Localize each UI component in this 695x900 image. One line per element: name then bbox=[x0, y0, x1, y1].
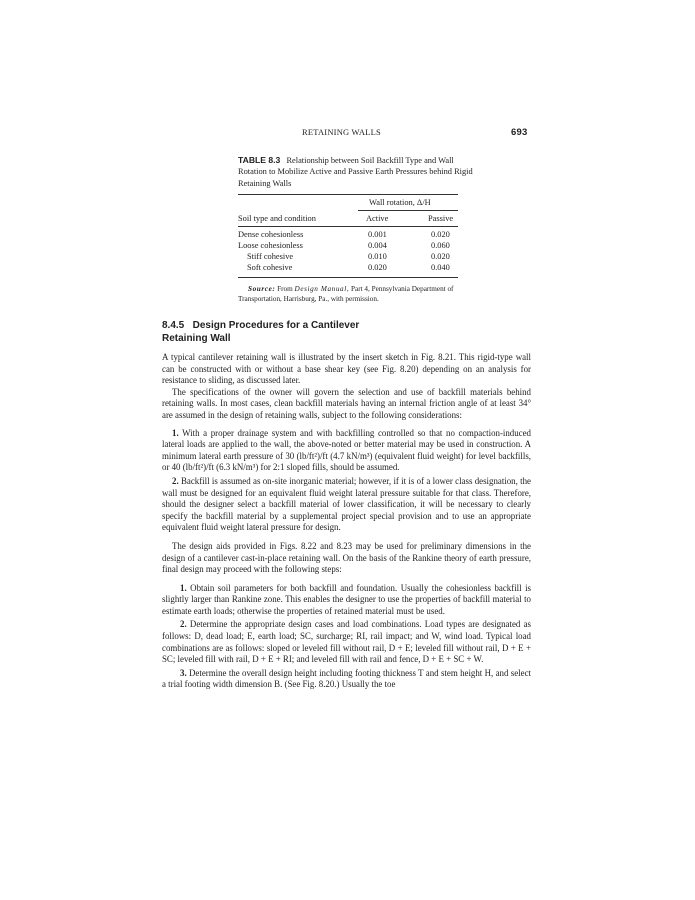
table-cell: 0.020 bbox=[431, 252, 450, 261]
consideration-text: Backfill is assumed as on-site inorganic material; however, if it is of a lower class designation, the wall must be designed for an equivalent fluid weight lateral pressure suitable for that class. Therefore, should the designer select a backfill material of lower classification, it will be necessary to clearly specify the backfill material by a supplemental project special provision and to use an appropriate equivalent fluid weight lateral pressure for design. bbox=[162, 475, 532, 533]
table-caption bbox=[238, 155, 478, 189]
table-cell: 0.020 bbox=[431, 230, 450, 239]
step-3 bbox=[162, 668, 531, 691]
section-number: 8.4.5 bbox=[162, 320, 185, 331]
consideration-number: 2. bbox=[172, 475, 179, 486]
paragraph: The specifications of the owner will govern the selection and use of backfill materials behind retaining walls. In most cases, clean backfill materials having an internal friction angle of at least 34° are assumed in the design of retaining walls, subject to the following considerations: bbox=[162, 386, 531, 420]
table-cell: Stiff cohesive bbox=[247, 252, 294, 261]
table-cell: Dense cohesionless bbox=[238, 230, 304, 239]
table-cell: 0.020 bbox=[368, 263, 387, 272]
body-text bbox=[162, 352, 531, 691]
table-col-header: Active bbox=[366, 214, 389, 223]
consideration-2 bbox=[162, 476, 531, 534]
table-top-rule bbox=[238, 194, 458, 195]
table-col-header: Passive bbox=[428, 214, 454, 223]
step-1 bbox=[162, 583, 531, 618]
step-2 bbox=[162, 619, 531, 665]
section-title-line1: Design Procedures for a Cantilever bbox=[192, 320, 360, 331]
consideration-text: With a proper drainage system and with backfilling controlled so that no compaction-induced lateral loads are applied to the wall, the above-noted or better material may be used in construction. A minimum lateral earth pressure of 30 (lb/ft²)/ft (4.7 kN/m³) (equivalent fluid weight) for level backfills, or 40 (lb/ft²)/ft (6.3 kN/m³) for 2:1 sloped fills, should be assumed. bbox=[162, 427, 531, 473]
table-header-rule bbox=[238, 226, 458, 227]
source-pre: From bbox=[277, 285, 293, 293]
consideration-1 bbox=[162, 428, 531, 474]
table-source-note bbox=[238, 284, 468, 305]
running-title: RETAINING WALLS bbox=[302, 127, 381, 137]
step-text: Determine the overall design height including footing thickness T and stem height H, and select a trial footing width dimension B. (See Fig. 8.20.) Usually the toe bbox=[162, 667, 531, 690]
source-post: Part 4, Pennsylvania Department of Transportation, Harrisburg, Pa., with permission. bbox=[238, 285, 454, 304]
table-cell: 0.040 bbox=[431, 263, 450, 272]
paragraph: The design aids provided in Figs. 8.22 and 8.23 may be used for preliminary dimensions in the design of a cantilever cast-in-place retaining wall. On the basis of the Rankine theory of earth pressure, final design may proceed with the following steps: bbox=[162, 540, 531, 575]
section-heading bbox=[162, 320, 359, 345]
table-cell: 0.010 bbox=[368, 252, 387, 261]
table-cell: 0.001 bbox=[368, 230, 387, 239]
step-text: Obtain soil parameters for both backfill and foundation. Usually the cohesionless backfill is slightly larger than Rankine zone. This enables the designer to use the properties of backfill material to estimate earth loads; otherwise the properties of retained material must be used. bbox=[162, 582, 532, 616]
paragraph: A typical cantilever retaining wall is illustrated by the insert sketch in Fig. 8.21. This rigid-type wall can be constructed with or without a base shear key (see Fig. 8.20) depending on an analysis for resistance to sliding, as discussed later. bbox=[162, 352, 531, 386]
table-cell: Loose cohesionless bbox=[238, 241, 303, 250]
table-group-header: Wall rotation, Δ/H bbox=[369, 198, 431, 207]
step-number: 1. bbox=[180, 582, 187, 593]
page-number: 693 bbox=[511, 127, 528, 138]
step-number: 3. bbox=[180, 667, 187, 678]
table-bottom-rule bbox=[238, 277, 458, 278]
step-number: 2. bbox=[180, 619, 187, 630]
table-group-rule bbox=[358, 210, 458, 211]
table-cell: 0.004 bbox=[368, 241, 387, 250]
table-cell: 0.060 bbox=[431, 241, 450, 250]
consideration-number: 1. bbox=[172, 427, 179, 438]
section-title-line2: Retaining Wall bbox=[162, 332, 231, 344]
source-italic: Design Manual, bbox=[294, 285, 350, 293]
table-caption-text: Relationship between Soil Backfill Type and Wall Rotation to Mobilize Active and Passive Earth Pressures behind Rigid Retaining Walls bbox=[238, 156, 473, 188]
step-text: Determine the appropriate design cases and load combinations. Load types are designated as follows: D, dead load; E, earth load; SC, surcharge; RI, rail impact; and W, wind load. Typical load combinations are as follows: sloped or leveled fill without rail, D + E; leveled fill without rail, D + E + SC; leveled fill with rail, D + E + RI; and leveled fill with rail and fence, D + E + SC + W. bbox=[162, 619, 531, 665]
table-label: TABLE 8.3 bbox=[238, 155, 281, 165]
source-label: Source: bbox=[248, 285, 276, 293]
table-col-header: Soil type and condition bbox=[238, 214, 316, 223]
table-cell: Soft cohesive bbox=[247, 263, 293, 272]
